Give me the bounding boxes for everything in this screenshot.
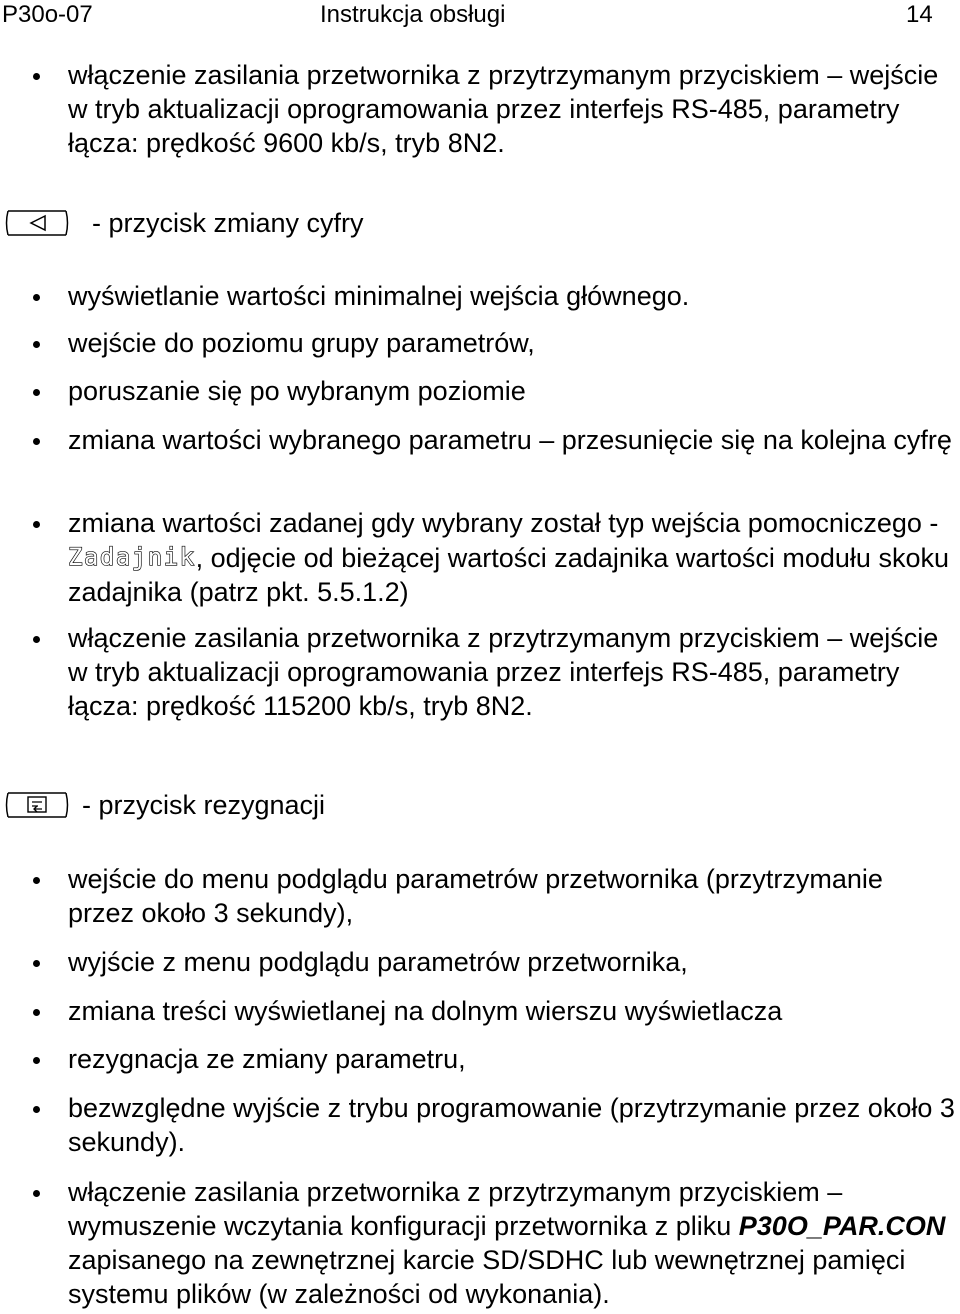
list-item — [0, 279, 960, 326]
bullet — [33, 877, 40, 884]
list-item — [0, 1042, 960, 1091]
list-item — [0, 326, 960, 374]
list-item-text: rezygnacja ze zmiany parametru, — [68, 1044, 466, 1074]
escape-icon — [4, 792, 70, 818]
setpoint-text-before: zmiana wartości zadanej gdy wybrany został typ wejścia pomocniczego - — [68, 508, 939, 538]
cancel-button-row — [0, 788, 960, 828]
digit-button-label: - przycisk zmiany cyfry — [92, 208, 364, 238]
bullet — [33, 341, 40, 348]
list-item-text: wyświetlanie wartości minimalnej wejścia głównego. — [68, 281, 690, 311]
list-item — [0, 1175, 960, 1311]
list-item — [0, 58, 960, 160]
list-item-text: wyjście z menu podglądu parametrów przetwornika, — [68, 947, 688, 977]
bullet — [33, 521, 40, 528]
cancel-button-label: - przycisk rezygnacji — [82, 790, 326, 820]
list-item — [0, 621, 960, 723]
bullet — [33, 294, 40, 301]
bullet — [33, 636, 40, 643]
list-item — [0, 994, 960, 1042]
list-item-text: włączenie zasilania przetwornika z przytrzymanym przyciskiem – wejście w tryb aktualizacji oprogramowania przez interfejs RS-485, parametry łącza: prędkość 9600 kb/s, tryb 8N2. — [68, 60, 939, 158]
list-item-text: poruszanie się po wybranym poziomie — [68, 376, 526, 406]
list-item-text: zmiana treści wyświetlanej na dolnym wierszu wyświetlacza — [68, 996, 783, 1026]
bullet — [33, 389, 40, 396]
bullet — [33, 1057, 40, 1064]
setpoint-text-after: , odjęcie od bieżącej wartości zadajnika wartości modułu skoku zadajnika (patrz pkt. 5.5.1.2) — [68, 543, 949, 607]
config-text-before: włączenie zasilania przetwornika z przytrzymanym przyciskiem – wymuszenie wczytania konfiguracji przetwornika z pliku — [68, 1177, 843, 1241]
list-item-text: bezwzględne wyjście z trybu programowanie (przytrzymanie przez około 3 sekundy). — [68, 1093, 955, 1157]
doc-code: P30o-07 — [2, 1, 93, 28]
config-text-after: zapisanego na zewnętrznej karcie SD/SDHC lub wewnętrznej pamięci systemu plików (w zależności od wykonania). — [68, 1245, 906, 1309]
bullet — [33, 438, 40, 445]
list-item — [0, 423, 960, 506]
config-filename: P30O_PAR.CON — [738, 1211, 946, 1241]
list-item — [0, 506, 960, 621]
bullet — [33, 960, 40, 967]
bullet — [33, 1106, 40, 1113]
digit-button-functions — [0, 279, 960, 723]
digit-button-row — [0, 206, 960, 246]
list-item — [0, 862, 960, 945]
list-item — [0, 945, 960, 994]
power-on-list — [0, 58, 960, 160]
list-item — [0, 1091, 960, 1175]
list-item-text: zmiana wartości wybranego parametru – przesunięcie się na kolejna cyfrę — [68, 425, 952, 455]
list-item-text: wejście do poziomu grupy parametrów, — [68, 328, 535, 358]
list-item-text: włączenie zasilania przetwornika z przytrzymanym przyciskiem – wejście w tryb aktualizacji oprogramowania przez interfejs RS-485, parametry łącza: prędkość 115200 kb/s, tryb 8N2. — [68, 623, 939, 721]
doc-title: Instrukcja obsługi — [320, 1, 506, 28]
page-header — [0, 0, 960, 34]
cancel-button-functions — [0, 862, 960, 1311]
list-item — [0, 374, 960, 423]
list-item-text: wejście do menu podglądu parametrów przetwornika (przytrzymanie przez około 3 sekundy), — [68, 864, 883, 928]
bullet — [33, 73, 40, 80]
page-number: 14 — [906, 1, 933, 28]
lcd-word-zadajnik: Zadajnik — [68, 543, 196, 571]
bullet — [33, 1190, 40, 1197]
bullet — [33, 1009, 40, 1016]
left-triangle-icon — [4, 210, 70, 236]
